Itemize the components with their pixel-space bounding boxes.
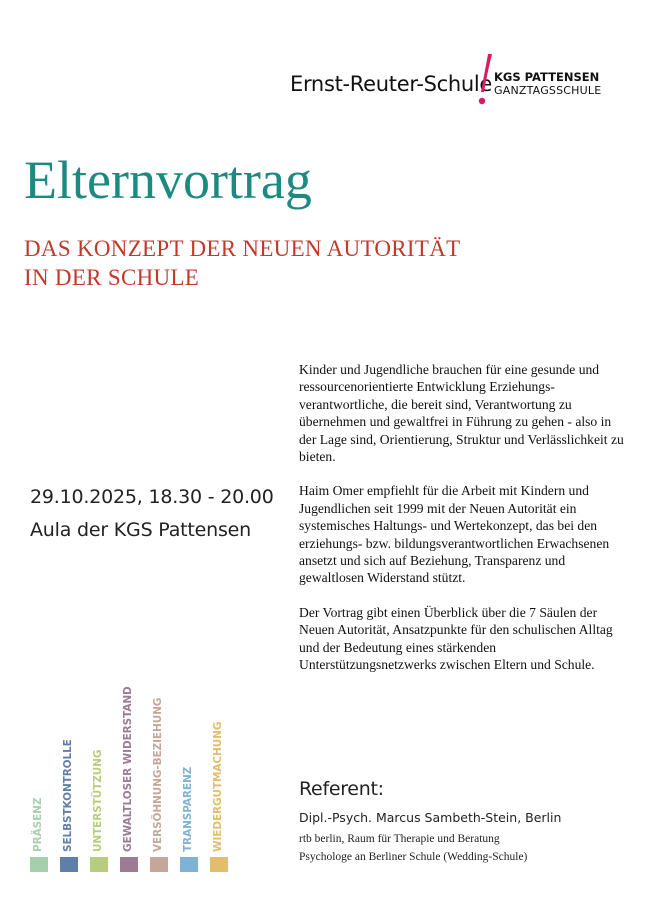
description-paragraph-1: Kinder und Jugendliche brauchen für eine gesunde und ressourcenorientierte Entwicklung Erziehungs-verantwortliche, die bereit sind, Verantwortung zu übernehmen und gewaltfrei in Führung zu gehen - also in der Lage sind, Orientierung, Struktur und Verlässlichkeit zu bieten. [299,362,624,465]
description-paragraph-3: Der Vortrag gibt einen Überblick über die 7 Säulen der Neuen Autorität, Ansatzpunkte für den schulischen Alltag und der Bedeutung eines stärkenden Unterstützungsnetzwerks zwischen Eltern und Schule. [299,604,613,673]
pillar-color-block [120,857,138,872]
pillar-label: SELBSTKONTROLLE [62,739,74,852]
pillar-color-block [210,857,228,872]
pillar-praesenz [30,712,48,872]
pillar-label: UNTERSTÜTZUNG [92,749,104,852]
referent-heading: Referent: [299,778,384,800]
pillar-label: WIEDERGUTMACHUNG [212,721,224,852]
pillar-color-block [150,857,168,872]
logo-school-name: Ernst-Reuter-Schule [290,72,493,96]
seven-pillars-graphic [30,686,250,872]
description [299,361,629,691]
subtitle [24,234,461,292]
subtitle-line-2: IN DER SCHULE [24,265,200,290]
referent-affiliation-1: rtb berlin, Raum für Therapie und Beratung [299,833,500,845]
school-logo [290,52,610,112]
event-location: Aula der KGS Pattensen [30,519,251,541]
referent-name: Dipl.-Psych. Marcus Sambeth-Stein, Berlin [299,810,562,825]
pillar-label: TRANSPARENZ [182,766,194,852]
description-paragraph-2: Haim Omer empfiehlt für die Arbeit mit Kindern und Jugendlichen seit 1999 mit der Neuen Autorität ein systemisches Haltungs- und Wertekonzept, das bei den erziehungs- bzw. bildungsverantwortlichen Erwachsenen ansetzt und sich auf Beziehung, Transparenz und gewaltlosen Widerstand stützt. [299,483,610,586]
pillar-selbstkontrolle [60,712,78,872]
pillar-wiedergutmachung [210,712,228,872]
page-title: Elternvortrag [24,150,312,210]
pillar-transparenz [180,712,198,872]
pillar-color-block [180,857,198,872]
subtitle-line-1: DAS KONZEPT DER NEUEN AUTORITÄT [24,236,461,261]
pillar-label: PRÄSENZ [32,797,44,852]
logo-kgs-pattensen: KGS PATTENSEN [494,70,600,84]
logo-ganztagsschule: GANZTAGSSCHULE [494,84,602,97]
event-datetime: 29.10.2025, 18.30 - 20.00 [30,486,274,508]
pillar-color-block [60,857,78,872]
pillar-versoehnung-beziehung [150,697,168,872]
pillar-label: VERSÖHNUNG-BEZIEHUNG [152,697,164,852]
pillar-label: GEWALTLOSER WIDERSTAND [122,686,134,852]
pillar-gewaltloser-widerstand [120,686,138,872]
referent-affiliation-2: Psychologe an Berliner Schule (Wedding-Schule) [299,851,528,863]
pillar-unterstuetzung [90,712,108,872]
pillar-color-block [90,857,108,872]
pillar-color-block [30,857,48,872]
